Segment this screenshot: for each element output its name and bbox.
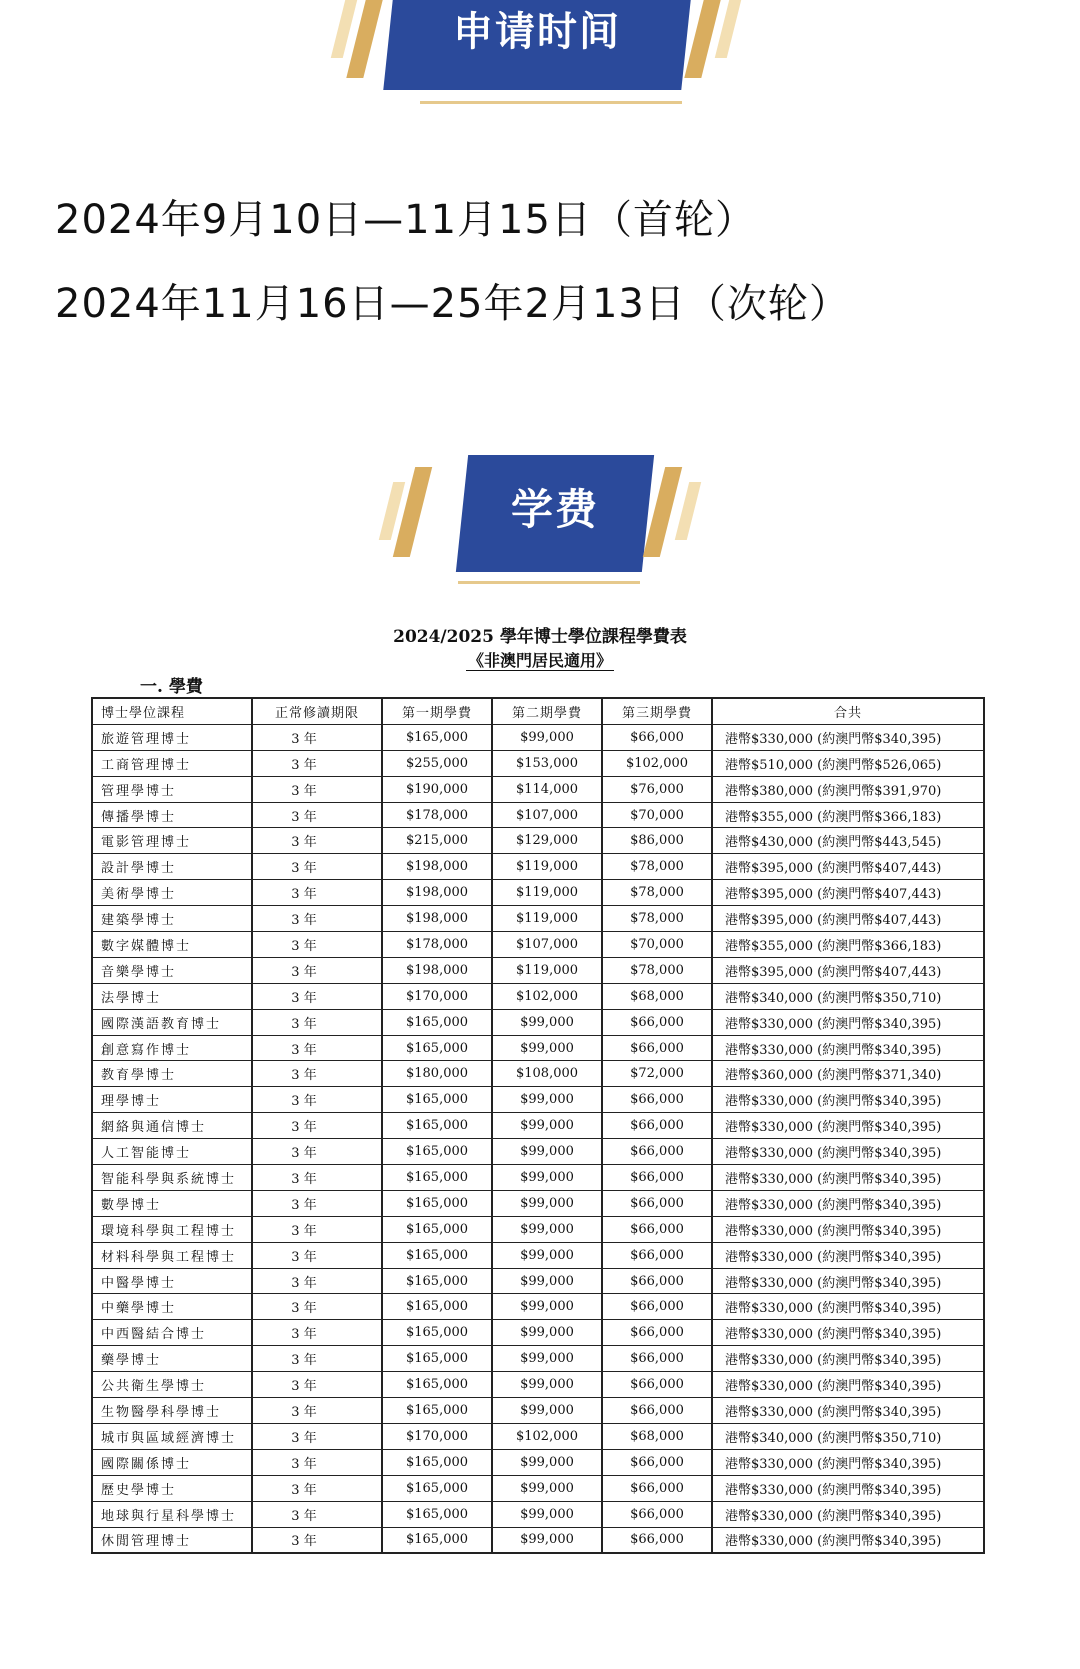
cell-third-installment: $66,000 [602, 1113, 712, 1139]
cell-third-installment: $78,000 [602, 880, 712, 906]
cell-duration: 3 年 [252, 724, 382, 750]
apply-time-title: 申请时间 [453, 9, 621, 55]
cell-total: 港幣$355,000 (約澳門幣$366,183) [712, 802, 984, 828]
cell-first-installment: $165,000 [382, 1527, 492, 1553]
cell-total: 港幣$330,000 (約澳門幣$340,395) [712, 1527, 984, 1553]
cell-duration: 3 年 [252, 1242, 382, 1268]
cell-first-installment: $165,000 [382, 1113, 492, 1139]
header-second-installment: 第二期學費 [492, 698, 602, 724]
cell-third-installment: $66,000 [602, 1294, 712, 1320]
cell-total: 港幣$330,000 (約澳門幣$340,395) [712, 1475, 984, 1501]
table-row [92, 750, 984, 776]
cell-total: 港幣$330,000 (約澳門幣$340,395) [712, 1242, 984, 1268]
cell-first-installment: $165,000 [382, 1372, 492, 1398]
document-subtitle [0, 648, 1080, 671]
cell-duration: 3 年 [252, 906, 382, 932]
cell-total: 港幣$330,000 (約澳門幣$340,395) [712, 1009, 984, 1035]
cell-second-installment: $99,000 [492, 1294, 602, 1320]
cell-program: 工商管理博士 [92, 750, 252, 776]
document-title: 2024/2025 學年博士學位課程學費表 [393, 627, 687, 647]
cell-program: 電影管理博士 [92, 828, 252, 854]
cell-program: 國際關係博士 [92, 1449, 252, 1475]
table-row [92, 1061, 984, 1087]
table-row [92, 880, 984, 906]
tuition-table [91, 697, 985, 1554]
cell-duration: 3 年 [252, 1294, 382, 1320]
cell-program: 創意寫作博士 [92, 1035, 252, 1061]
cell-first-installment: $165,000 [382, 1216, 492, 1242]
cell-first-installment: $165,000 [382, 1268, 492, 1294]
cell-program: 音樂學博士 [92, 957, 252, 983]
cell-third-installment: $66,000 [602, 1216, 712, 1242]
cell-first-installment: $198,000 [382, 880, 492, 906]
cell-first-installment: $165,000 [382, 1139, 492, 1165]
cell-first-installment: $178,000 [382, 802, 492, 828]
banner-stripe-right-outer [675, 482, 701, 540]
cell-first-installment: $165,000 [382, 1087, 492, 1113]
cell-total: 港幣$330,000 (約澳門幣$340,395) [712, 1190, 984, 1216]
table-row [92, 1475, 984, 1501]
table-row [92, 906, 984, 932]
table-row [92, 802, 984, 828]
cell-duration: 3 年 [252, 828, 382, 854]
cell-program: 中醫學博士 [92, 1268, 252, 1294]
cell-duration: 3 年 [252, 1087, 382, 1113]
cell-duration: 3 年 [252, 750, 382, 776]
cell-second-installment: $99,000 [492, 1372, 602, 1398]
cell-duration: 3 年 [252, 1190, 382, 1216]
cell-first-installment: $165,000 [382, 1346, 492, 1372]
cell-program: 網絡與通信博士 [92, 1113, 252, 1139]
cell-third-installment: $76,000 [602, 776, 712, 802]
cell-total: 港幣$340,000 (約澳門幣$350,710) [712, 983, 984, 1009]
cell-total: 港幣$330,000 (約澳門幣$340,395) [712, 1372, 984, 1398]
cell-program: 歷史學博士 [92, 1475, 252, 1501]
header-duration: 正常修讀期限 [252, 698, 382, 724]
cell-program: 藥學博士 [92, 1346, 252, 1372]
cell-second-installment: $153,000 [492, 750, 602, 776]
cell-second-installment: $102,000 [492, 983, 602, 1009]
cell-first-installment: $198,000 [382, 957, 492, 983]
tuition-banner [0, 452, 1080, 592]
cell-program: 環境科學與工程博士 [92, 1216, 252, 1242]
table-row [92, 828, 984, 854]
table-row [92, 1372, 984, 1398]
banner-stripe-right-inner [684, 0, 720, 78]
cell-second-installment: $108,000 [492, 1061, 602, 1087]
table-row [92, 776, 984, 802]
table-row [92, 854, 984, 880]
cell-third-installment: $66,000 [602, 1035, 712, 1061]
cell-second-installment: $99,000 [492, 1139, 602, 1165]
cell-third-installment: $66,000 [602, 1242, 712, 1268]
cell-total: 港幣$395,000 (約澳門幣$407,443) [712, 880, 984, 906]
cell-total: 港幣$395,000 (約澳門幣$407,443) [712, 854, 984, 880]
cell-second-installment: $99,000 [492, 1501, 602, 1527]
cell-total: 港幣$330,000 (約澳門幣$340,395) [712, 1139, 984, 1165]
cell-second-installment: $99,000 [492, 1268, 602, 1294]
cell-program: 公共衛生學博士 [92, 1372, 252, 1398]
cell-third-installment: $66,000 [602, 1501, 712, 1527]
cell-first-installment: $165,000 [382, 1475, 492, 1501]
header-program: 博士學位課程 [92, 698, 252, 724]
cell-second-installment: $119,000 [492, 906, 602, 932]
cell-first-installment: $165,000 [382, 1449, 492, 1475]
cell-total: 港幣$330,000 (約澳門幣$340,395) [712, 1294, 984, 1320]
cell-program: 傳播學博士 [92, 802, 252, 828]
cell-program: 數學博士 [92, 1190, 252, 1216]
banner-stripe-right-outer [715, 0, 741, 58]
cell-total: 港幣$510,000 (約澳門幣$526,065) [712, 750, 984, 776]
cell-second-installment: $119,000 [492, 957, 602, 983]
second-round-date: 2024年11月16日—25年2月13日（次轮） [55, 281, 850, 327]
cell-third-installment: $66,000 [602, 1009, 712, 1035]
cell-duration: 3 年 [252, 1061, 382, 1087]
cell-total: 港幣$380,000 (約澳門幣$391,970) [712, 776, 984, 802]
cell-total: 港幣$355,000 (約澳門幣$366,183) [712, 932, 984, 958]
cell-third-installment: $66,000 [602, 1087, 712, 1113]
header-third-installment: 第三期學費 [602, 698, 712, 724]
banner-underline [458, 581, 640, 584]
cell-program: 人工智能博士 [92, 1139, 252, 1165]
cell-third-installment: $66,000 [602, 724, 712, 750]
cell-total: 港幣$395,000 (約澳門幣$407,443) [712, 957, 984, 983]
cell-duration: 3 年 [252, 1398, 382, 1424]
header-total: 合共 [712, 698, 984, 724]
cell-third-installment: $68,000 [602, 983, 712, 1009]
cell-program: 設計學博士 [92, 854, 252, 880]
cell-total: 港幣$330,000 (約澳門幣$340,395) [712, 1113, 984, 1139]
table-row [92, 1501, 984, 1527]
cell-first-installment: $198,000 [382, 854, 492, 880]
table-row [92, 957, 984, 983]
cell-second-installment: $102,000 [492, 1423, 602, 1449]
cell-first-installment: $165,000 [382, 1501, 492, 1527]
cell-total: 港幣$330,000 (約澳門幣$340,395) [712, 1449, 984, 1475]
cell-third-installment: $66,000 [602, 1398, 712, 1424]
table-row [92, 1087, 984, 1113]
cell-duration: 3 年 [252, 983, 382, 1009]
cell-first-installment: $170,000 [382, 1423, 492, 1449]
cell-second-installment: $99,000 [492, 724, 602, 750]
cell-second-installment: $99,000 [492, 1527, 602, 1553]
table-row [92, 1190, 984, 1216]
section-label: 一. 學費 [140, 677, 203, 697]
cell-second-installment: $99,000 [492, 1242, 602, 1268]
table-row [92, 932, 984, 958]
cell-second-installment: $99,000 [492, 1087, 602, 1113]
table-row [92, 1268, 984, 1294]
cell-first-installment: $180,000 [382, 1061, 492, 1087]
cell-third-installment: $70,000 [602, 802, 712, 828]
cell-total: 港幣$330,000 (約澳門幣$340,395) [712, 1035, 984, 1061]
cell-first-installment: $165,000 [382, 1190, 492, 1216]
cell-total: 港幣$330,000 (約澳門幣$340,395) [712, 1398, 984, 1424]
cell-second-installment: $99,000 [492, 1320, 602, 1346]
table-row [92, 1035, 984, 1061]
cell-third-installment: $78,000 [602, 906, 712, 932]
cell-program: 法學博士 [92, 983, 252, 1009]
cell-program: 國際漢語教育博士 [92, 1009, 252, 1035]
table-row [92, 1242, 984, 1268]
cell-duration: 3 年 [252, 802, 382, 828]
cell-second-installment: $99,000 [492, 1398, 602, 1424]
cell-program: 建築學博士 [92, 906, 252, 932]
cell-duration: 3 年 [252, 854, 382, 880]
cell-first-installment: $198,000 [382, 906, 492, 932]
cell-program: 美術學博士 [92, 880, 252, 906]
cell-first-installment: $190,000 [382, 776, 492, 802]
cell-second-installment: $129,000 [492, 828, 602, 854]
cell-first-installment: $178,000 [382, 932, 492, 958]
cell-duration: 3 年 [252, 1113, 382, 1139]
cell-total: 港幣$330,000 (約澳門幣$340,395) [712, 1346, 984, 1372]
cell-third-installment: $66,000 [602, 1346, 712, 1372]
cell-first-installment: $165,000 [382, 1035, 492, 1061]
cell-second-installment: $114,000 [492, 776, 602, 802]
table-row [92, 1009, 984, 1035]
cell-total: 港幣$430,000 (約澳門幣$443,545) [712, 828, 984, 854]
cell-first-installment: $255,000 [382, 750, 492, 776]
cell-duration: 3 年 [252, 1165, 382, 1191]
cell-program: 地球與行星科學博士 [92, 1501, 252, 1527]
cell-third-installment: $86,000 [602, 828, 712, 854]
cell-third-installment: $70,000 [602, 932, 712, 958]
cell-duration: 3 年 [252, 1423, 382, 1449]
subtitle-text: 《非澳門居民適用》 [467, 651, 612, 670]
banner-stripe-left-inner [393, 467, 432, 557]
cell-third-installment: $78,000 [602, 854, 712, 880]
cell-duration: 3 年 [252, 1216, 382, 1242]
cell-first-installment: $165,000 [382, 1294, 492, 1320]
cell-duration: 3 年 [252, 1372, 382, 1398]
cell-program: 智能科學與系統博士 [92, 1165, 252, 1191]
apply-time-banner [0, 0, 1080, 110]
table-row [92, 1294, 984, 1320]
table-row [92, 1346, 984, 1372]
header-first-installment: 第一期學費 [382, 698, 492, 724]
table-row [92, 1527, 984, 1553]
cell-first-installment: $165,000 [382, 1242, 492, 1268]
cell-third-installment: $66,000 [602, 1527, 712, 1553]
cell-third-installment: $78,000 [602, 957, 712, 983]
cell-third-installment: $66,000 [602, 1139, 712, 1165]
first-round-date: 2024年9月10日—11月15日（首轮） [55, 197, 756, 243]
table-row [92, 1216, 984, 1242]
cell-second-installment: $99,000 [492, 1035, 602, 1061]
cell-program: 理學博士 [92, 1087, 252, 1113]
cell-second-installment: $107,000 [492, 802, 602, 828]
cell-duration: 3 年 [252, 1320, 382, 1346]
table-row [92, 1449, 984, 1475]
table-row [92, 1113, 984, 1139]
cell-total: 港幣$395,000 (約澳門幣$407,443) [712, 906, 984, 932]
cell-total: 港幣$340,000 (約澳門幣$350,710) [712, 1423, 984, 1449]
cell-total: 港幣$360,000 (約澳門幣$371,340) [712, 1061, 984, 1087]
cell-third-installment: $66,000 [602, 1449, 712, 1475]
cell-duration: 3 年 [252, 1527, 382, 1553]
cell-duration: 3 年 [252, 932, 382, 958]
cell-duration: 3 年 [252, 1501, 382, 1527]
cell-third-installment: $66,000 [602, 1165, 712, 1191]
cell-total: 港幣$330,000 (約澳門幣$340,395) [712, 1216, 984, 1242]
cell-program: 中西醫結合博士 [92, 1320, 252, 1346]
cell-second-installment: $119,000 [492, 854, 602, 880]
cell-first-installment: $165,000 [382, 1320, 492, 1346]
cell-duration: 3 年 [252, 1139, 382, 1165]
table-row [92, 1139, 984, 1165]
cell-second-installment: $99,000 [492, 1216, 602, 1242]
tuition-title: 学费 [510, 485, 599, 534]
table-row [92, 1423, 984, 1449]
cell-total: 港幣$330,000 (約澳門幣$340,395) [712, 1165, 984, 1191]
cell-total: 港幣$330,000 (約澳門幣$340,395) [712, 1320, 984, 1346]
cell-first-installment: $165,000 [382, 1398, 492, 1424]
cell-program: 城市與區域經濟博士 [92, 1423, 252, 1449]
table-body [92, 724, 984, 1553]
cell-total: 港幣$330,000 (約澳門幣$340,395) [712, 1501, 984, 1527]
cell-duration: 3 年 [252, 1475, 382, 1501]
cell-third-installment: $66,000 [602, 1372, 712, 1398]
cell-third-installment: $66,000 [602, 1268, 712, 1294]
cell-duration: 3 年 [252, 1268, 382, 1294]
cell-second-installment: $99,000 [492, 1009, 602, 1035]
cell-program: 材料科學與工程博士 [92, 1242, 252, 1268]
cell-third-installment: $102,000 [602, 750, 712, 776]
cell-third-installment: $66,000 [602, 1475, 712, 1501]
cell-third-installment: $68,000 [602, 1423, 712, 1449]
banner-underline [420, 101, 682, 104]
cell-total: 港幣$330,000 (約澳門幣$340,395) [712, 724, 984, 750]
table-row [92, 1320, 984, 1346]
table-row [92, 1165, 984, 1191]
cell-third-installment: $66,000 [602, 1190, 712, 1216]
cell-program: 管理學博士 [92, 776, 252, 802]
cell-program: 中藥學博士 [92, 1294, 252, 1320]
cell-duration: 3 年 [252, 776, 382, 802]
table-header-row [92, 698, 984, 724]
cell-duration: 3 年 [252, 957, 382, 983]
cell-duration: 3 年 [252, 1449, 382, 1475]
cell-program: 教育學博士 [92, 1061, 252, 1087]
cell-second-installment: $107,000 [492, 932, 602, 958]
cell-second-installment: $99,000 [492, 1346, 602, 1372]
cell-second-installment: $99,000 [492, 1475, 602, 1501]
cell-first-installment: $215,000 [382, 828, 492, 854]
cell-duration: 3 年 [252, 1346, 382, 1372]
cell-first-installment: $165,000 [382, 1165, 492, 1191]
table-row [92, 983, 984, 1009]
table-row [92, 724, 984, 750]
cell-duration: 3 年 [252, 1035, 382, 1061]
table-row [92, 1398, 984, 1424]
cell-program: 生物醫學科學博士 [92, 1398, 252, 1424]
cell-first-installment: $165,000 [382, 1009, 492, 1035]
cell-first-installment: $170,000 [382, 983, 492, 1009]
cell-second-installment: $99,000 [492, 1190, 602, 1216]
cell-program: 休閒管理博士 [92, 1527, 252, 1553]
cell-first-installment: $165,000 [382, 724, 492, 750]
cell-third-installment: $66,000 [602, 1320, 712, 1346]
cell-second-installment: $119,000 [492, 880, 602, 906]
cell-total: 港幣$330,000 (約澳門幣$340,395) [712, 1087, 984, 1113]
cell-second-installment: $99,000 [492, 1113, 602, 1139]
cell-program: 數字媒體博士 [92, 932, 252, 958]
cell-total: 港幣$330,000 (約澳門幣$340,395) [712, 1268, 984, 1294]
cell-program: 旅遊管理博士 [92, 724, 252, 750]
cell-duration: 3 年 [252, 1009, 382, 1035]
cell-second-installment: $99,000 [492, 1165, 602, 1191]
cell-second-installment: $99,000 [492, 1449, 602, 1475]
cell-duration: 3 年 [252, 880, 382, 906]
cell-third-installment: $72,000 [602, 1061, 712, 1087]
